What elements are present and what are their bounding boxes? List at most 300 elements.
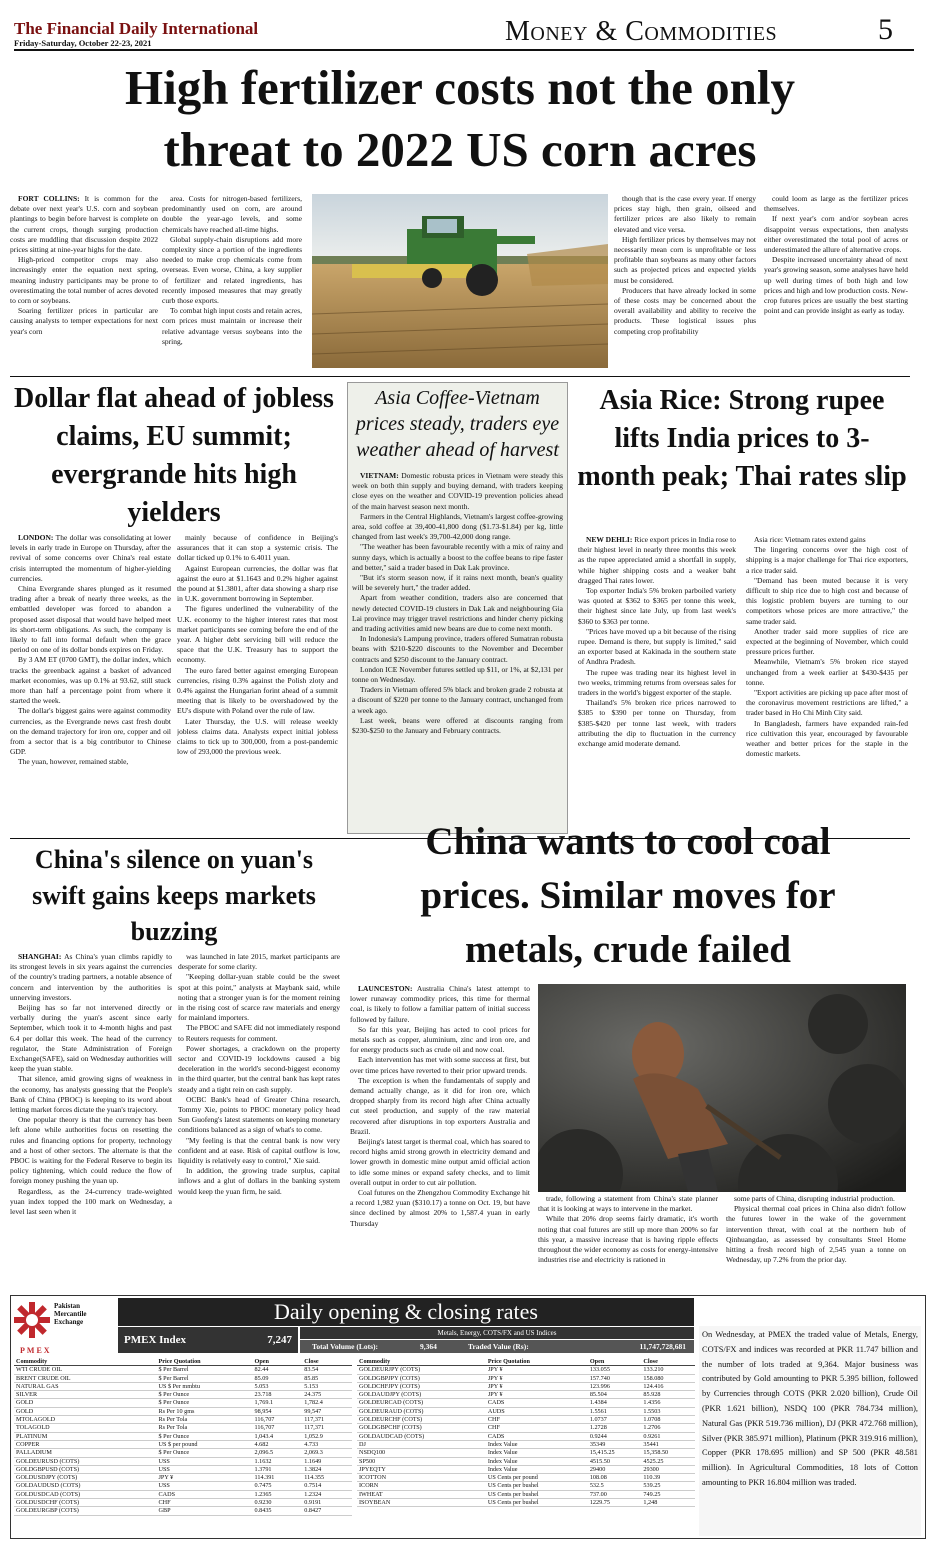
table-row <box>357 1440 695 1448</box>
quotation-cell: Rs Per 10 gms <box>157 1407 253 1415</box>
paragraph-text: Beijing's latest target is thermal coal, which has soared to record highs amid strong growth in electricity demand and lower growth in domestic mine output amid official action to idle some mines or expand safety checks, and to limit overall output in order to cut air pollution. <box>350 1137 530 1187</box>
open-cell: 157.740 <box>588 1374 642 1382</box>
open-cell: 1.5561 <box>588 1407 642 1415</box>
open-cell: 1.2365 <box>253 1490 303 1498</box>
paragraph <box>746 535 908 545</box>
quotation-cell: $ Per Ounce <box>157 1449 253 1457</box>
col-header-close: Close <box>302 1358 352 1366</box>
open-cell: 0.9230 <box>253 1499 303 1507</box>
paragraph-text: While that 20% drop seems fairly dramatic, it's worth noting that coal futures are still up more than 200% so far this year, a massive increase that is having ripple effects throughout the wider economy as costs for energy-intensive industries rise and electricity is rationed in <box>538 1214 718 1265</box>
coffee-headline: Asia Coffee-Vietnam prices steady, traders eye weather ahead of harvest <box>355 387 560 461</box>
table-row <box>357 1407 695 1415</box>
coal-col-3 <box>726 1194 906 1288</box>
open-cell: 23.718 <box>253 1391 303 1399</box>
dollar-col-2 <box>177 533 338 833</box>
commodity-cell: GOLDEURJPY (COTS) <box>357 1366 486 1374</box>
paragraph <box>178 1023 340 1043</box>
open-cell: 85.504 <box>588 1391 642 1399</box>
commodity-cell: GOLDGBPJPY (COTS) <box>357 1374 486 1382</box>
quotation-cell: JPY ¥ <box>486 1366 588 1374</box>
close-cell: 85.85 <box>302 1374 352 1382</box>
quotation-cell: $ Per Ounce <box>157 1391 253 1399</box>
close-cell: 1,052.9 <box>302 1432 352 1440</box>
close-cell: 158.080 <box>641 1374 695 1382</box>
corn-col-4 <box>764 194 908 372</box>
rates-table-right <box>357 1358 695 1507</box>
open-cell: 1.2728 <box>588 1424 642 1432</box>
rice-col-1 <box>578 535 736 835</box>
rates-table <box>14 1358 352 1516</box>
paragraph <box>352 471 563 512</box>
paragraph-text: Farmers in the Central Highlands, Vietnam's largest coffee-growing area, sold coffee at 39,400-41,800 dong ($1.73-$1.84) per kg, little changed from last week's 39,700-42,000 dong range. <box>352 511 563 542</box>
paragraph-text: "Keeping dollar-yuan stable could be the sweet spot at this point," analysts at Maybank said, while noting that a stronger yuan is for the moment reining in the rising cost of scarce raw materials and energy for mainland importers. <box>178 972 340 1023</box>
paragraph <box>178 1044 340 1095</box>
paragraph-text: High fertilizer prices by themselves may not necessarily mean corn is unprofitable or less profitable than soybeans as many other factors such as projected prices and expected yields must be considered. <box>614 234 756 285</box>
commodity-cell: PLATINUM <box>14 1432 157 1440</box>
paragraph <box>10 255 158 306</box>
close-cell: 0.7514 <box>302 1482 352 1490</box>
rates-subtitle: Metals, Energy, COTS/FX and US Indices <box>300 1327 694 1339</box>
rice-headline: Asia Rice: Strong rupee lifts India prices to 3-month peak; Thai rates slip <box>577 385 907 492</box>
quotation-cell: CHF <box>486 1416 588 1424</box>
rates-table-left <box>14 1358 352 1516</box>
pmex-logo-text: Pakistan Mercantile Exchange <box>54 1302 87 1326</box>
volume-value: 9,364 <box>420 1342 437 1351</box>
quotation-cell: USS <box>157 1457 253 1465</box>
table-row <box>357 1416 695 1424</box>
close-cell: 110.39 <box>641 1474 695 1482</box>
paragraph-text: "Prices have moved up a bit because of the rising rupee. Demand is there, but supply is limited," said an exporter based at Kakinada in the southern state of Andhra Pradesh. <box>578 626 736 667</box>
open-cell: 35349 <box>588 1440 642 1448</box>
commodity-cell: GOLDAUDUSD (COTS) <box>14 1482 157 1490</box>
quotation-cell: AUDS <box>486 1407 588 1415</box>
commodity-cell: GOLDEURCAD (COTS) <box>357 1399 486 1407</box>
paragraph-text: Producers that have already locked in some of these costs may be concerned about the overall availability and ability to receive the products. These logistical issues plus competing crop profitability <box>614 285 756 336</box>
newspaper-name: The Financial Daily International <box>14 19 259 38</box>
yuan-col-2 <box>178 952 340 1288</box>
table-row <box>14 1465 352 1473</box>
header-rule <box>14 49 914 51</box>
open-cell: 737.00 <box>588 1490 642 1498</box>
paragraph <box>162 306 302 347</box>
corn-headline-line1: High fertilizer costs not the only <box>124 60 796 115</box>
paragraph <box>764 214 908 255</box>
quotation-cell: US $ per pound <box>157 1440 253 1448</box>
pmex-index-value: 7,247 <box>267 1334 292 1346</box>
open-cell: 133.055 <box>588 1366 642 1374</box>
open-cell: 0.9244 <box>588 1432 642 1440</box>
paragraph <box>177 564 338 605</box>
paragraph-text: The PBOC and SAFE did not immediately respond to Reuters requests for comment. <box>178 1023 340 1043</box>
quotation-cell: US $ Per mmbtu <box>157 1382 253 1390</box>
quotation-cell: GBP <box>157 1507 253 1515</box>
quotation-cell: JPY ¥ <box>486 1374 588 1382</box>
paragraph-text: trade, following a statement from China's state planner that it is looking at ways to intervene in the market. <box>538 1194 718 1214</box>
table-row <box>357 1465 695 1473</box>
paragraph <box>726 1194 906 1204</box>
quotation-cell: JPY ¥ <box>157 1474 253 1482</box>
dollar-headline: Dollar flat ahead of jobless claims, EU summit; evergrande hits high yielders <box>14 383 334 528</box>
paragraph-text: That silence, amid growing signs of weakness in the economy, has analysts guessing that the People's Bank of China (PBOC) is keeping to its word about letting market forces dictate the yuan's trajectory. <box>10 1074 172 1115</box>
close-cell: 1,782.4 <box>302 1399 352 1407</box>
quotation-cell: Index Value <box>486 1449 588 1457</box>
commodity-cell: NATURAL GAS <box>14 1382 157 1390</box>
close-cell: 0.9261 <box>641 1432 695 1440</box>
paragraph-text: London ICE November futures settled up $11, or 1%, at $2,131 per tonne on Wednesday. <box>352 664 563 685</box>
paragraph-text: Asia rice: Vietnam rates extend gains <box>754 535 866 544</box>
paragraph <box>578 668 736 699</box>
paragraph <box>162 235 302 306</box>
paragraph <box>177 666 338 717</box>
paragraph <box>10 1074 172 1115</box>
table-row <box>14 1424 352 1432</box>
table-row <box>357 1424 695 1432</box>
paragraph <box>746 627 908 658</box>
coffee-box <box>347 382 568 834</box>
open-cell: 4515.50 <box>588 1457 642 1465</box>
paragraph-text: The euro fared better against emerging European currencies, rising 0.3% against the Polish zloty and 0.4% against the Hungarian forint ahead of a summit meeting that is likely to be overshadowed by the EU's dispute with Poland over the rule of law. <box>177 665 338 716</box>
paragraph-text: Each intervention has met with some success at first, but over time prices have reverted to their prior upward trends. <box>350 1055 530 1075</box>
masthead <box>14 19 259 48</box>
paragraph-text: China Evergrande shares plunged as it resumed trading after a break of nearly three weeks, as the embattled developer was forced to abandon a proposed asset disposal that would have helped meet its short-term obligations. As such, the company is likely to fall into formal default when the grace period on one of its dollar bonds expires on Friday. <box>10 584 171 655</box>
paragraph-text: Domestic robusta prices in Vietnam were steady this week on both thin supply and buying demand, with traders keeping close eyes on the weather and COVID-19 prevention policies ahead of the main harvest season next month. <box>352 471 563 511</box>
table-row <box>14 1399 352 1407</box>
quotation-cell: CADS <box>157 1490 253 1498</box>
paragraph <box>352 593 563 634</box>
quotation-cell: US Cents per bushel <box>486 1490 588 1498</box>
close-cell: 35441 <box>641 1440 695 1448</box>
commodity-cell: GOLDCHFJPY (COTS) <box>357 1382 486 1390</box>
paragraph <box>578 627 736 668</box>
open-cell: 15,415.25 <box>588 1449 642 1457</box>
col-header-quotation: Price Quotation <box>157 1358 253 1366</box>
yuan-headline: China's silence on yuan's swift gains keeps markets buzzing <box>32 845 316 946</box>
paragraph <box>538 1214 718 1265</box>
dateline: NEW DEHLI: <box>586 535 633 544</box>
quotation-cell: CHF <box>157 1499 253 1507</box>
close-cell: 2,069.3 <box>302 1449 352 1457</box>
commodity-cell: SP500 <box>357 1457 486 1465</box>
paragraph <box>614 286 756 337</box>
pmex-logo-abbr: PMEX <box>20 1346 52 1355</box>
paragraph-text: Meanwhile, Vietnam's 5% broken rice stayed unchanged from a week earlier at $430-$435 per tonne. <box>746 657 908 687</box>
quotation-cell: CADS <box>486 1432 588 1440</box>
paragraph <box>10 194 158 255</box>
close-cell: 114.355 <box>302 1474 352 1482</box>
close-cell: 749.25 <box>641 1490 695 1498</box>
quotation-cell: $ Per Barrel <box>157 1366 253 1374</box>
traded-value-value: 11,747,728,681 <box>639 1342 686 1351</box>
paragraph <box>10 706 171 757</box>
open-cell: 1,769.1 <box>253 1399 303 1407</box>
close-cell: 1.2324 <box>302 1490 352 1498</box>
table-row <box>357 1482 695 1490</box>
paragraph <box>10 952 172 1003</box>
close-cell: 117,371 <box>302 1424 352 1432</box>
traded-value-label: Traded Value (Rs): <box>468 1342 529 1351</box>
paragraph <box>578 535 736 586</box>
coal-worker-photo <box>538 984 906 1192</box>
paragraph <box>178 1136 340 1167</box>
paragraph <box>352 542 563 573</box>
commodity-cell: GOLDGBPCHF (COTS) <box>357 1424 486 1432</box>
commodity-cell: COPPER <box>14 1440 157 1448</box>
table-row <box>14 1507 352 1515</box>
section-divider <box>10 376 910 377</box>
paragraph <box>352 685 563 716</box>
paragraph-text: It is common for the debate over next year's U.S. corn and soybean plantings to begin before harvest is complete on the current crops, though surging production costs are muddling that discussion despite 2022 prices sitting at nine-year highs for the date. <box>10 194 158 255</box>
paragraph <box>726 1204 906 1265</box>
commodity-cell: WTI CRUDE OIL <box>14 1366 157 1374</box>
table-row <box>14 1374 352 1382</box>
paragraph-text: In addition, the growing trade surplus, capital inflows and a glut of dollars in the banking system would keep the yuan firm, he said. <box>178 1166 340 1196</box>
close-cell: 117,371 <box>302 1416 352 1424</box>
paragraph-text: could loom as large as the fertilizer prices themselves. <box>764 194 908 214</box>
paragraph <box>10 1115 172 1186</box>
quotation-cell: US Cents per pound <box>486 1474 588 1482</box>
close-cell: 1.1649 <box>302 1457 352 1465</box>
paragraph <box>350 1137 530 1188</box>
commodity-cell: BRENT CRUDE OIL <box>14 1374 157 1382</box>
paragraph-text: though that is the case every year. If energy prices stay high, then grain, oilseed and fertilizer prices are also likely to remain elevated and vice versa. <box>614 194 756 234</box>
coal-col-1 <box>350 984 530 1288</box>
paragraph <box>746 688 908 719</box>
quotation-cell: $ Per Ounce <box>157 1432 253 1440</box>
open-cell: 0.7475 <box>253 1482 303 1490</box>
quotation-cell: CADS <box>486 1399 588 1407</box>
close-cell: 1.5503 <box>641 1407 695 1415</box>
table-row <box>14 1432 352 1440</box>
quotation-cell: Index Value <box>486 1465 588 1473</box>
paragraph <box>352 573 563 593</box>
paragraph-text: Beijing has so far not intervened directly or verbally during the yuan's ascent since early September, which took it to 4-month highs and past 6.4 per dollar this week. The head of the currency regulator, the State Administration of Foreign Exchange(SAFE), said on Wednesday authorities will keep the yuan stable. <box>10 1003 172 1074</box>
table-row <box>14 1382 352 1390</box>
paragraph <box>746 576 908 627</box>
pmex-index-label: PMEX Index <box>124 1334 187 1346</box>
paragraph <box>178 1166 340 1197</box>
commodity-cell: GOLD <box>14 1399 157 1407</box>
open-cell: 1.4384 <box>588 1399 642 1407</box>
paragraph <box>764 194 908 214</box>
pmex-index-box <box>118 1327 298 1353</box>
table-row <box>357 1374 695 1382</box>
close-cell: 29300 <box>641 1465 695 1473</box>
coffee-body <box>348 465 567 805</box>
close-cell: 1.4356 <box>641 1399 695 1407</box>
col-header-commodity: Commodity <box>14 1358 157 1366</box>
coal-headline-line2: prices. Similar moves for <box>420 874 836 917</box>
paragraph <box>614 194 756 235</box>
paragraph <box>10 757 171 767</box>
paragraph-text: By 3 AM ET (0700 GMT), the dollar index, which tracks the greenback against a basket of advanced market economies, was up 0.1% at 93.62, still stuck more than half a percentage point from where it started the week. <box>10 655 171 706</box>
table-row <box>357 1457 695 1465</box>
paragraph <box>10 533 171 584</box>
commodity-cell: ICORN <box>357 1482 486 1490</box>
paragraph-text: Power shortages, a crackdown on the property sector and COVID-19 lockdowns caused a big deceleration in the world's second-biggest economy in the third quarter, but the central bank has kept rates steady and a tight rein on cash supply. <box>178 1043 340 1094</box>
open-cell: 2,096.5 <box>253 1449 303 1457</box>
open-cell: 1229.75 <box>588 1499 642 1507</box>
table-row <box>14 1416 352 1424</box>
open-cell: 4.682 <box>253 1440 303 1448</box>
quotation-cell: USS <box>157 1482 253 1490</box>
close-cell: 1.3824 <box>302 1465 352 1473</box>
commodity-cell: GOLDAUDJPY (COTS) <box>357 1391 486 1399</box>
open-cell: 5.053 <box>253 1382 303 1390</box>
commodity-cell: NSDQ100 <box>357 1449 486 1457</box>
open-cell: 82.44 <box>253 1366 303 1374</box>
quotation-cell: $ Per Ounce <box>157 1399 253 1407</box>
col-header-open: Open <box>588 1358 642 1366</box>
corn-headline <box>10 57 910 181</box>
col-header-quotation: Price Quotation <box>486 1358 588 1366</box>
open-cell: 0.8435 <box>253 1507 303 1515</box>
table-row <box>357 1432 695 1440</box>
table-row <box>14 1457 352 1465</box>
paragraph <box>352 512 563 543</box>
quotation-cell: USS <box>157 1465 253 1473</box>
commodity-cell: JPYEQTY <box>357 1465 486 1473</box>
coal-headline-line3: metals, crude failed <box>464 928 791 971</box>
paragraph-text: Despite increased uncertainty ahead of next year's growing season, some analyses have held up well during times of both high and low prices and high and low production costs. New-crop futures prices are usually the best starting point and can provide insight as early as today. <box>764 255 908 316</box>
paragraph-text: Thailand's 5% broken rice prices narrowed to $385 to $390 per tonne on Thursday, from $385-$420 per tonne last week, with traders attributing the dip to fluctuation in the currency exchange amid moderate demand. <box>578 698 736 749</box>
paragraph-text: "Export activities are picking up pace after most of the coronavirus movement restrictions are lifted," a trader based in Ho Chi Minh City said. <box>746 688 908 718</box>
commodity-cell: ICOTTON <box>357 1474 486 1482</box>
col-header-open: Open <box>253 1358 303 1366</box>
paragraph <box>350 1076 530 1137</box>
paragraph-text: some parts of China, disrupting industrial production. <box>734 1194 895 1203</box>
quotation-cell: US Cents per bushel <box>486 1482 588 1490</box>
paragraph-text: One popular theory is that the currency has been left alone while authorities focus on resetting the rules and financing options for property, technology and a host of other sectors. The alternate is that the PBOC is waiting for the Federal Reserve to begin its policy tightening, which could reduce the flow of foreign money pushing the yuan up. <box>10 1115 172 1186</box>
dateline: LONDON: <box>18 533 54 542</box>
coal-col-2 <box>538 1194 718 1288</box>
col-header-close: Close <box>641 1358 695 1366</box>
quotation-cell: Rs Per Tola <box>157 1424 253 1432</box>
paragraph <box>746 657 908 688</box>
paragraph-text: OCBC Bank's head of Greater China research, Tommy Xie, points to PBOC monetary policy head Sun Guofeng's latest statements on keeping monetary conditions balanced as a sign of what's to come. <box>178 1094 340 1135</box>
paragraph-text: "My feeling is that the central bank is now very confident and at ease. Risk of capital outflow is low, liquidity is relatively easy to control," Xie said. <box>178 1135 340 1166</box>
close-cell: 1.0708 <box>641 1416 695 1424</box>
rice-col-2 <box>746 535 908 835</box>
close-cell: 0.8427 <box>302 1507 352 1515</box>
open-cell: 116,707 <box>253 1416 303 1424</box>
paragraph-text: Against European currencies, the dollar was flat against the euro at $1.1643 and 0.2% higher against the pound at $1.3801, after data showing a sharp rise in U.K. government borrowing in September. <box>177 563 338 604</box>
paragraph-text: Regardless, as the 24-currency trade-weighted yuan index topped the 100 mark on Wednesday, a level last seen when it <box>10 1186 172 1217</box>
paragraph-text: "The weather has been favourable recently with a mix of rainy and sunny days, which is actually a boost to the coffee beans to ripe faster and better," said a trader based in Dak Lak province. <box>352 542 563 572</box>
paragraph-text: If next year's corn and/or soybean acres disappoint versus expectations, then analysts either overestimated the total pool of acres or underestimated the allure of alternative crops. <box>764 214 908 255</box>
harvest-photo <box>312 194 608 368</box>
close-cell: 1,248 <box>641 1499 695 1507</box>
commodity-cell: GOLDEURAUD (COTS) <box>357 1407 486 1415</box>
quotation-cell: $ Per Barrel <box>157 1374 253 1382</box>
harvest-photo-image <box>312 194 608 368</box>
col-header-commodity: Commodity <box>357 1358 486 1366</box>
paragraph <box>538 1194 718 1214</box>
commodity-cell: SILVER <box>14 1391 157 1399</box>
open-cell: 85.09 <box>253 1374 303 1382</box>
open-cell: 116,707 <box>253 1424 303 1432</box>
commodity-cell: ISOYBEAN <box>357 1499 486 1507</box>
table-row <box>14 1440 352 1448</box>
paragraph <box>352 634 563 665</box>
table-row <box>357 1382 695 1390</box>
open-cell: 108.08 <box>588 1474 642 1482</box>
paragraph-text: Later Thursday, the U.S. will release weekly jobless claims data. Analysts expect initial jobless claims to tick up to 300,000, from a post-pandemic low of 293,000 the previous week. <box>177 716 338 757</box>
dateline: LAUNCESTON: <box>358 984 413 993</box>
close-cell: 4.733 <box>302 1440 352 1448</box>
paragraph-text: Traders in Vietnam offered 5% black and broken grade 2 robusta at a discount of $220 per tonne to the January contract, unchanged from a week ago. <box>352 685 563 715</box>
rates-note: On Wednesday, at PMEX the traded value of Metals, Energy, COTS/FX and indices was recorded at PKR 11.747 billion and the number of lots traded at 9,364. Major business was contributed by Gold amounting to PKR 5.395 billion, followed by Currencies through COTS (PKR 2.020 billion), Crude Oil (PKR 1.621 billion), NSDQ 100 (PKR 784.734 million), Natural Gas (PKR 519.736 million), DJ (PKR 472.768 million), Silver (PKR 385.971 million), Platinum (PKR 319.916 million), Copper (PKR 178.695 million) and SP 500 (PKR 48.581 million). In Agricultural Commodities, 18 lots of Cotton amounting to PKR 16.804 million was traded. <box>699 1326 921 1536</box>
commodity-cell: DJ <box>357 1440 486 1448</box>
open-cell: 98,954 <box>253 1407 303 1415</box>
paragraph <box>578 698 736 749</box>
paragraph <box>10 584 171 655</box>
close-cell: 24.375 <box>302 1391 352 1399</box>
table-row <box>357 1490 695 1498</box>
rates-title: Daily opening & closing rates <box>118 1298 694 1326</box>
paragraph-text: mainly because of confidence in Beijing's assurances that it can stop a systemic crisis. The dollar ticked up 0.1% to 6.4011 yuan. <box>177 533 338 563</box>
table-row <box>14 1391 352 1399</box>
quotation-cell: Index Value <box>486 1457 588 1465</box>
table-row <box>14 1474 352 1482</box>
dateline: VIETNAM: <box>360 471 399 480</box>
table-row <box>357 1474 695 1482</box>
paragraph-text: To combat high input costs and retain acres, corn prices must maintain or increase their relative advantage versus soybeans into the spring, <box>162 306 302 346</box>
commodity-cell: GOLDUSDCAD (COTS) <box>14 1490 157 1498</box>
paragraph <box>764 255 908 316</box>
rates-table <box>357 1358 695 1507</box>
close-cell: 5.153 <box>302 1382 352 1390</box>
paragraph <box>746 545 908 576</box>
paragraph <box>10 1003 172 1074</box>
pmex-logo <box>14 1300 114 1358</box>
quotation-cell: JPY ¥ <box>486 1382 588 1390</box>
close-cell: 99,547 <box>302 1407 352 1415</box>
paragraph <box>10 655 171 706</box>
paragraph-text: The yuan, however, remained stable, <box>18 757 129 767</box>
paragraph-text: The dollar was consolidating at lower levels in early trade in Europe on Thursday, after the revival of some concerns over China's real estate crisis interrupted the momentum of higher-yielding currencies. <box>10 533 171 583</box>
coal-headline-line1: China wants to cool coal <box>425 820 831 863</box>
paragraph <box>177 604 338 665</box>
paragraph-text: So far this year, Beijing has acted to cool prices for metals such as copper, aluminium, zinc and iron ore, and for energy products such as crude oil and now coal. <box>350 1024 530 1055</box>
paragraph-text: "But it's storm season now, if it rains next month, bean's quality will be severely hurt," the trader added. <box>352 573 563 593</box>
paragraph-text: Physical thermal coal prices in China also didn't follow the futures lower in the wake of the government intervention threat, with coal at the northern hub of Qinhuangdao, as assessed by consultants Steel Home hitting a fresh record high of 2,545 yuan a tonne on Wednesday, up 7.2% from the prior day. <box>726 1204 906 1265</box>
paragraph-text: was launched in late 2015, market participants are desperate for some clarity. <box>178 952 340 972</box>
paragraph-text: Another trader said more supplies of rice are expected at the beginning of November, which could pressure prices further. <box>746 626 908 657</box>
table-row <box>14 1490 352 1498</box>
paragraph-text: Rice export prices in India rose to their highest level in nearly three months this week as the rupee appreciated amid a shortfall in supply, while higher shipping costs and a weaker baht dragged Thai rates lower. <box>578 535 736 585</box>
yuan-col-1 <box>10 952 172 1288</box>
paragraph-text: Top exporter India's 5% broken parboiled variety was quoted at $362 to $365 per tonne this week, their highest since late July, up from last week's $360 to $363 per tonne. <box>578 586 736 626</box>
paragraph <box>350 1055 530 1075</box>
quotation-cell: CHF <box>486 1424 588 1432</box>
paragraph <box>177 533 338 564</box>
paragraph-text: Australia China's latest attempt to lower runaway commodity prices, this time for thermal coal, is likely to follow a familiar pattern of initial success followed by failure. <box>350 984 530 1024</box>
dateline: FORT COLLINS: <box>18 194 80 203</box>
close-cell: 1.2706 <box>641 1424 695 1432</box>
dateline: SHANGHAI: <box>18 952 62 961</box>
paragraph <box>350 984 530 1025</box>
commodity-cell: TOLAGOLD <box>14 1424 157 1432</box>
table-row <box>14 1482 352 1490</box>
commodity-cell: GOLDAUDCAD (COTS) <box>357 1432 486 1440</box>
open-cell: 532.5 <box>588 1482 642 1490</box>
corn-col-2 <box>162 194 302 372</box>
corn-col-3 <box>614 194 756 372</box>
paragraph <box>352 665 563 685</box>
paragraph <box>10 306 158 337</box>
paragraph <box>578 586 736 627</box>
open-cell: 1.0737 <box>588 1416 642 1424</box>
